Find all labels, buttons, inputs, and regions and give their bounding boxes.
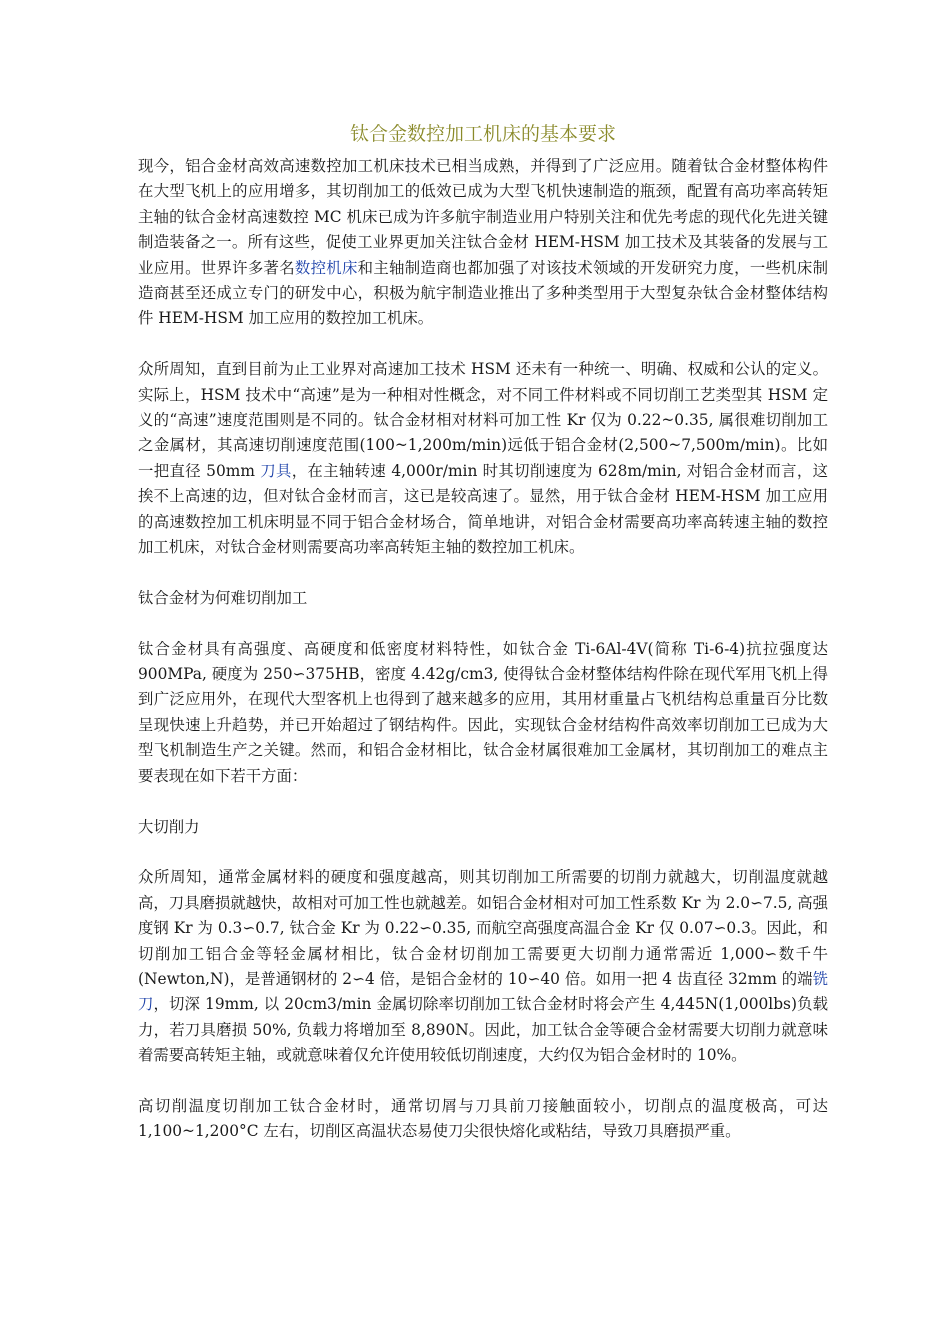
document-page [138, 118, 828, 1170]
paragraph-hsm-text-a: 众所周知，直到目前为止工业界对高速加工技术 HSM 还未有一种统一、明确、权威和公认的定义。实际上，HSM 技术中“高速”是为一种相对性概念，对不同工件材料或不同切削工艺类型其 HSM 定义的“高速”速度范围则是不同的。钛合金材相对材料可加工性 Kr 仅为 0.22~0.35, 属很难切削加工之金属材，其高速切削速度范围(100~1,200m/min)远低于铝合金材(2,500~7,500m/min)。比如一把直径 50mm [138, 360, 828, 480]
paragraph-titanium-properties: 钛合金材具有高强度、高硬度和低密度材料特性，如钛合金 Ti-6Al-4V(简称 Ti-6-4)抗拉强度达 900MPa, 硬度为 250∽375HB，密度 4.42g/cm3, 使得钛合金材整体结构件除在现代军用飞机上得到广泛应用外，在现代大型客机上也得到了越来越多的应用，其用材重量占飞机结构总重量百分比数呈现快速上升趋势，并已开始超过了钢结构件。因此，实现钛合金材结构件高效率切削加工已成为大型飞机制造生产之关键。然而，和铝合金材相比，钛合金材属很难加工金属材，其切削加工的难点主要表现在如下若干方面： [138, 639, 828, 785]
paragraph-intro [138, 154, 828, 332]
paragraph-intro-text-a: 现今，铝合金材高效高速数控加工机床技术已相当成熟，并得到了广泛应用。随着钛合金材整体构件在大型飞机上的应用增多，其切削加工的低效已成为大型飞机快速制造的瓶颈，配置有高功率高转矩主轴的钛合金材高速数控 MC 机床已成为许多航宇制造业用户特别关注和优先考虑的现代化先进关键制造装备之一。所有这些，促使工业界更加关注钛合金材 HEM-HSM 加工技术及其装备的发展与工业应用。世界许多著名 [138, 157, 828, 277]
paragraph-cutting-temperature: 高切削温度切削加工钛合金材时，通常切屑与刀具前刀接触面较小，切削点的温度极高，可达 1,100~1,200°C 左右，切削区高温状态易使刀尖很快熔化或粘结，导致刀具磨损严重。 [138, 1096, 828, 1141]
paragraph-cutting-force [138, 865, 828, 1068]
paragraph-hsm-text-b: ，在主轴转速 4,000r/min 时其切削速度为 628m/min, 对铝合金材而言，这挨不上高速的边，但对钛合金材而言，这已是较高速了。显然，用于钛合金材 HEM-HSM 加工应用的高速数控加工机床明显不同于铝合金材场合，简单地讲，对铝合金材需要高功率高转速主轴的数控加工机床，对钛合金材则需要高功率高转矩主轴的数控加工机床。 [138, 461, 828, 557]
section-heading-difficulty: 钛合金材为何难切削加工 [138, 588, 308, 607]
paragraph-hsm-definition [138, 357, 828, 560]
paragraph-intro-text-b: 和主轴制造商也都加强了对该技术领域的开发研究力度，一些机床制造商甚至还成立专门的研发中心，积极为航宇制造业推出了多种类型用于大型复杂钛合金材整体结构件 HEM-HSM 加工应用的数控加工机床。 [138, 258, 828, 328]
paragraph-force-text-b: ，切深 19mm, 以 20cm3/min 金属切除率切削加工钛合金材时将会产生 4,445N(1,000lbs)负载力，若刀具磨损 50%, 负载力将增加至 8,890N。因此，加工钛合金等硬合金材需要大切削力就意味着需要高转矩主轴，或就意味着仅允许使用较低切削速度，大约仅为铝合金材时的 10%。 [138, 995, 828, 1065]
link-milling-cutter[interactable]: 铣刀 [138, 969, 828, 1014]
section-heading-cutting-force: 大切削力 [138, 817, 200, 836]
link-cutting-tool[interactable]: 刀具 [260, 461, 292, 480]
document-title: 钛合金数控加工机床的基本要求 [349, 123, 616, 145]
paragraph-force-text-a: 众所周知，通常金属材料的硬度和强度越高，则其切削加工所需要的切削力就越大，切削温度就越高，刀具磨损就越快，故相对可加工性也就越差。如铝合金材相对可加工性系数 Kr 为 2.0∽7.5, 高强度钢 Kr 为 0.3∽0.7, 钛合金 Kr 为 0.22∽0.35, 而航空高强度高温合金 Kr 仅 0.07∽0.3。因此，和切削加工铝合金等轻金属材相比，钛合金材切削加工需要更大切削力通常需近 1,000∽数千牛(Newton,N)，是普通钢材的 2∽4 倍，是铝合金材的 10∽40 倍。如用一把 4 齿直径 32mm 的端 [138, 868, 829, 988]
link-cnc-machine[interactable]: 数控机床 [294, 258, 358, 277]
